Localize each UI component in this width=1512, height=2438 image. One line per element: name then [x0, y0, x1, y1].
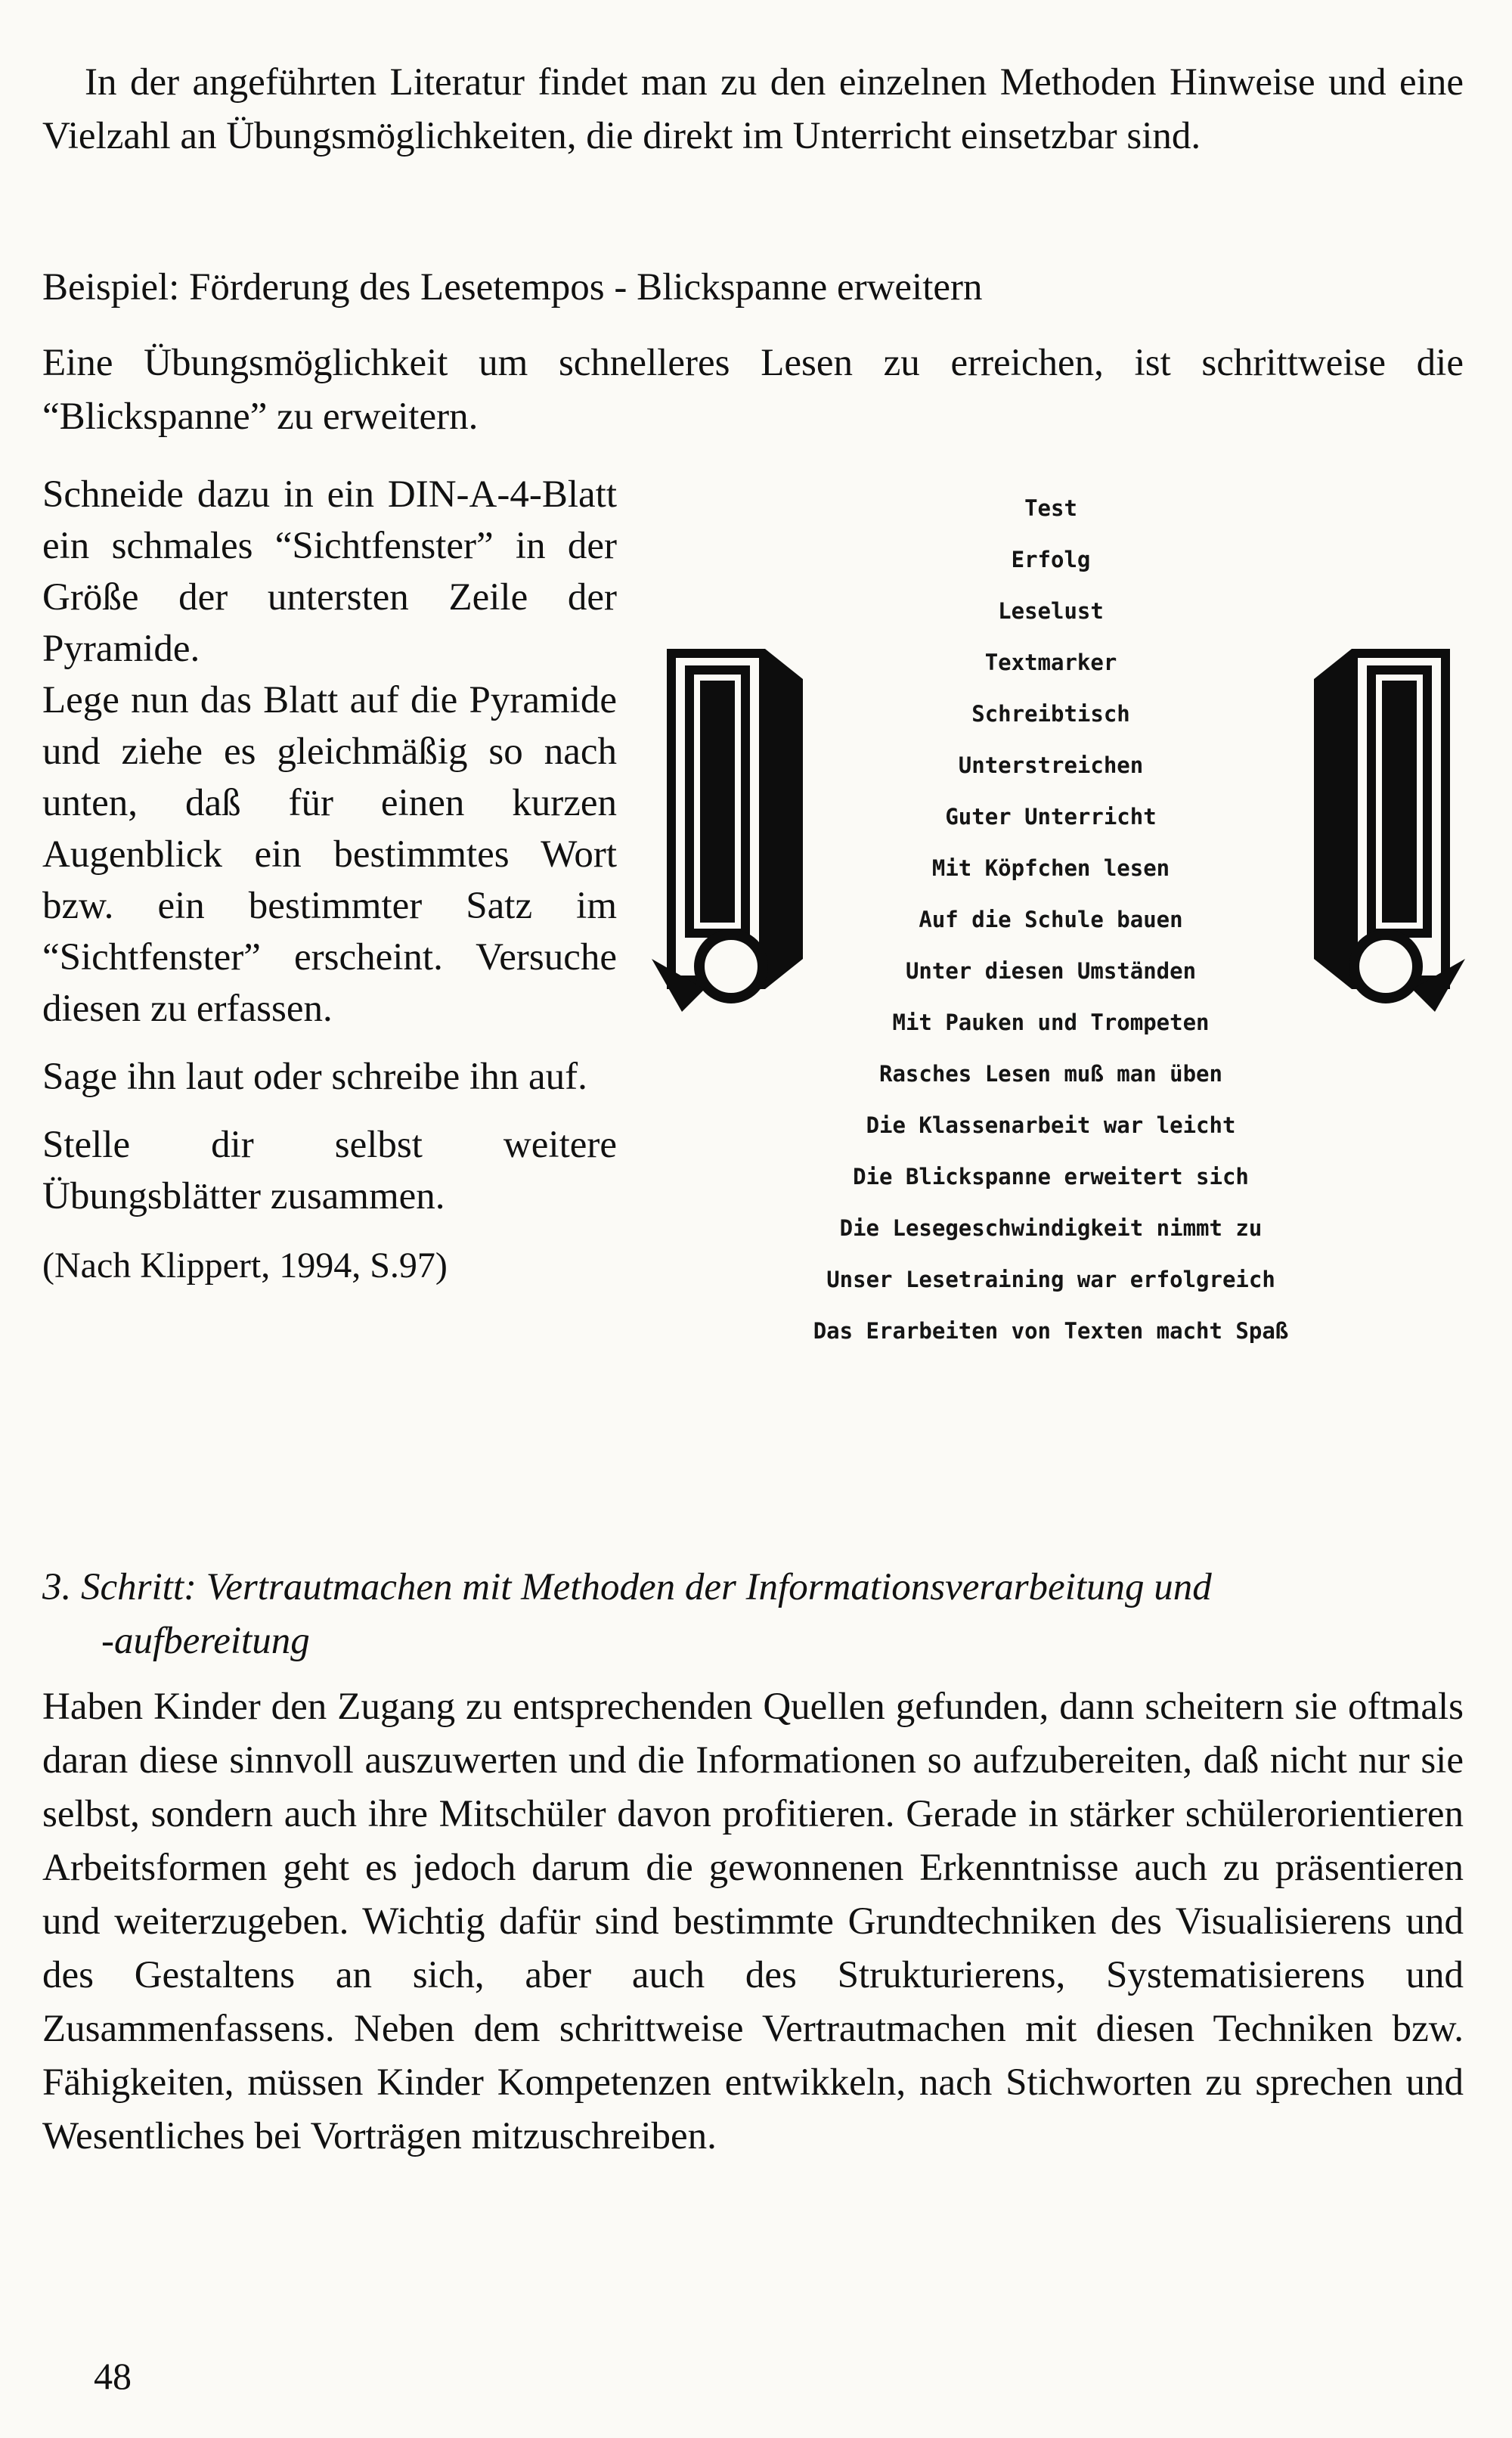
- pyramid-line: Rasches Lesen muß man üben: [879, 1061, 1222, 1087]
- pyramid-line: Unter diesen Umständen: [905, 958, 1197, 984]
- pyramid-line: Schreibtisch: [971, 701, 1130, 727]
- reading-pyramid: [756, 482, 1346, 1357]
- pyramid-line: Das Erarbeiten von Texten macht Spaß: [813, 1318, 1289, 1344]
- pyramid-line: Unser Lesetraining war erfolgreich: [826, 1267, 1275, 1292]
- instructions-column: [42, 469, 617, 1292]
- right-device-illustration: [1291, 634, 1465, 1027]
- pyramid-line: Die Klassenarbeit war leicht: [866, 1112, 1236, 1138]
- pyramid-line: Guter Unterricht: [945, 804, 1157, 830]
- intro-paragraph: In der angeführten Literatur findet man zu den einzelnen Methoden Hinweise und eine Vielzahl an Übungsmöglichkeiten, die direkt im Unterricht einsetzbar sind.: [42, 61, 1464, 157]
- instruction-cut-window: Schneide dazu in ein DIN-A-4-Blatt ein schmales “Sichtfenster” in der Größe der untersten Zeile der Pyramide.: [42, 473, 617, 670]
- pyramid-line: Leselust: [998, 598, 1104, 624]
- instruction-move-sheet: Lege nun das Blatt auf die Pyramide und ziehe es gleichmäßig so nach unten, daß für einen kurzen Augenblick ein bestimmtes Wort bzw. ein bestimmter Satz im “Sichtfenster” erscheint. Versuche diesen zu erfassen.: [42, 679, 617, 1030]
- step-3-heading-line1: 3. Schritt: Vertrautmachen mit Methoden der Informationsverarbeitung und: [42, 1566, 1212, 1608]
- pyramid-line: Textmarker: [984, 650, 1117, 675]
- pyramid-line: Auf die Schule bauen: [919, 907, 1183, 932]
- step-3-heading: [42, 1561, 1464, 1668]
- page-number: 48: [94, 2355, 132, 2397]
- pyramid-line: Erfolg: [1011, 547, 1091, 572]
- instruction-own-sheets: Stelle dir selbst weitere Übungsblätter zusammen.: [42, 1124, 617, 1217]
- example-text: Eine Übungsmöglichkeit um schnelleres Lesen zu erreichen, ist schrittweise die “Blickspanne” zu erweitern.: [42, 342, 1464, 438]
- instruction-say-aloud: Sage ihn laut oder schreibe ihn auf.: [42, 1056, 587, 1098]
- citation: (Nach Klippert, 1994, S.97): [42, 1245, 448, 1286]
- pyramid-line: Die Lesegeschwindigkeit nimmt zu: [839, 1215, 1263, 1241]
- pyramid-line: Unterstreichen: [958, 752, 1144, 778]
- pyramid-line: Test: [1024, 495, 1077, 521]
- pyramid-line: Die Blickspanne erweitert sich: [853, 1164, 1249, 1190]
- step-3-heading-line2: -aufbereitung: [101, 1620, 310, 1662]
- pyramid-line: Mit Pauken und Trompeten: [892, 1010, 1210, 1035]
- pyramid-line: Mit Köpfchen lesen: [931, 855, 1170, 881]
- example-title: Beispiel: Förderung des Lesetempos - Blickspanne erweitern: [42, 266, 983, 309]
- step-3-paragraph: Haben Kinder den Zugang zu entsprechenden Quellen gefunden, dann scheitern sie oftmals daran diese sinnvoll auszuwerten und die Informationen so aufzubereiten, daß nicht nur sie selbst, sondern auch ihre Mitschüler davon profitieren. Gerade in stärker schülerorientieren Arbeitsformen geht es jedoch darum die gewonnenen Erkenntnisse auch zu präsentieren und weiterzugeben. Wichtig dafür sind bestimmte Grundtechniken des Visualisierens und des Gestaltens an sich, aber auch des Strukturierens, Systematisierens und Zusammenfassens. Neben dem schrittweise Vertrautmachen mit diesen Techniken bzw. Fähigkeiten, müssen Kinder Kompetenzen entwikkeln, nach Stichworten zu sprechen und Wesentliches bei Vorträgen mitzuschreiben.: [42, 1686, 1464, 2157]
